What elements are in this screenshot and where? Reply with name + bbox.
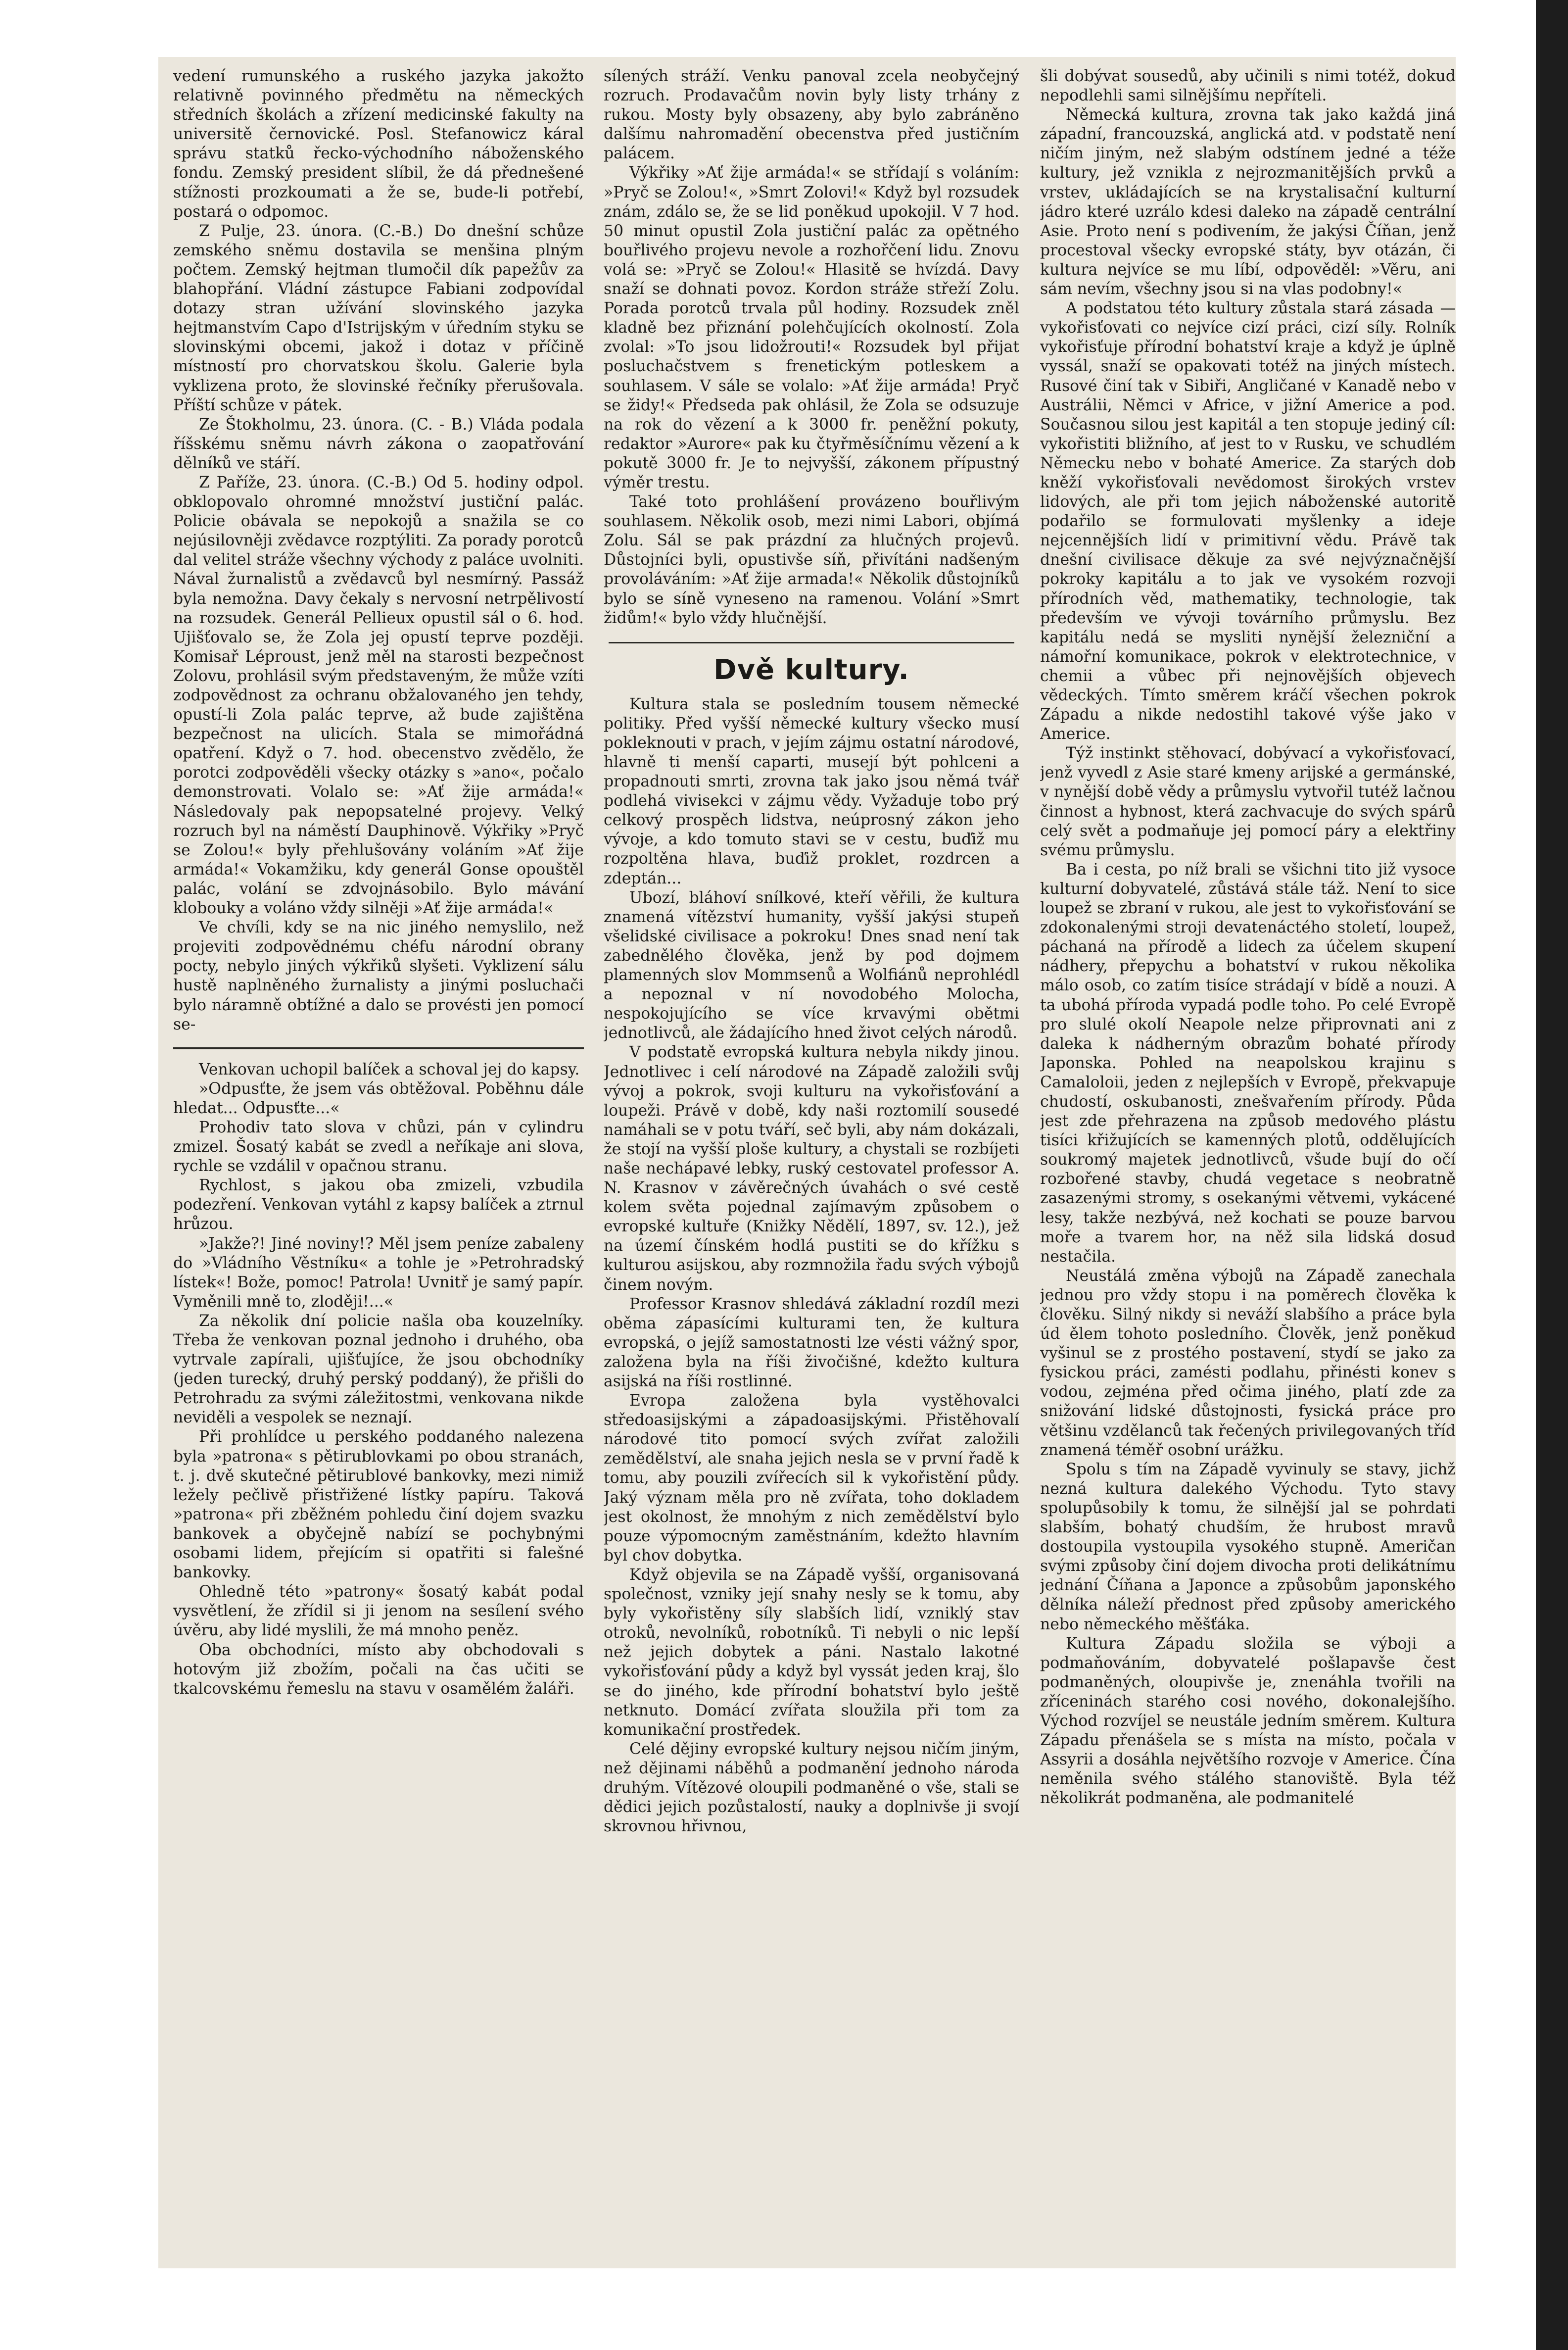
news-section xyxy=(173,67,584,1034)
news-paragraph: vedení rumunského a ruského jazyka jakožto relativně povinného předmětu na německých středních školách a zřízení medicinské fakulty na universitě černovické. Posl. Stefanowicz káral správu statků řecko-východního náboženského fondu. Zemský president slíbil, že dá přednešené stížnosti prozkoumati a že se, bude-li potřebí, postará o odpomoc. xyxy=(173,67,584,221)
feuilleton-section xyxy=(173,1060,584,1699)
article-paragraph: Kultura stala se posledním tousem německé politiky. Před vyšší německé kultury všecko musí pokleknouti v prach, v jejím zájmu ostatní národové, hlavně ti menší caparti, musejí být pohlceni a propadnouti smrti, zrovna tak jako jsou němá tvář podlehá vivisekci v zájmu vědy. Vyžaduje tobo prý celkový prospěch lidstva, neúprosný zákon jeho vývoje, a kdo tomuto stavi se v cestu, buďiž mu rozpoltěna hlava, buďiž proklet, rozdrcen a zdeptán... xyxy=(604,695,1019,887)
article-paragraph: šli dobývat sousedů, aby učinili s nimi totéž, dokud nepodlehli sami silnějšímu nepříteli. xyxy=(1040,67,1456,105)
article-paragraph: Německá kultura, zrovna tak jako každá jiná západní, francouzská, anglická atd. v podstatě není ničím jiným, než slabým odstínem jedné a téže kultury, jež vznikla z nejrozmanitějších prvků a vrstev, ukládajících se na krystalisační kulturní jádro které uzrálo kdesi daleko na západě centrální Asie. Proto není s podivením, že jakýsi Číňan, jenž procestoval všecky evropské státy, byv otázán, či kultura nejvíce se mu líbí, odpověděl: »Věru, ani sám nevím, všechny jsou si na vlas podobny!« xyxy=(1040,106,1456,298)
feuilleton-paragraph: Venkovan uchopil balíček a schoval jej do kapsy. xyxy=(199,1060,580,1078)
feuilleton-paragraph: Při prohlídce u perského poddaného nalezena byla »patrona« s pětirublovkami po obou stranách, t. j. dvě skutečné pětirublové bankovky, mezi nimiž ležely pečlivě přistřižené lístky papíru. Taková »patrona« při zběžném pohledu činí dojem svazku bankovek a obyčejně nabízí se pochybnými osobami lidem, přejícím si opatřiti si falešné bankovky. xyxy=(173,1428,584,1582)
article-heading: Dvě kultury. xyxy=(713,653,909,686)
news-paragraph: Výkřiky »Ať žije armáda!« se střídají s voláním: »Pryč se Zolou!«, »Smrt Zolovi!« Když byl rozsudek znám, zdálo se, že se lid poněkud upokojil. V 7 hod. 50 minut opustil Zola justiční palác za opětného bouřlivého projevu nevole a rozhořčení lidu. Znovu volá se: »Pryč se Zolou!« Hlasitě se hvízdá. Davy snaží se dohnati povoz. Kordon stráže střeží Zolu. Porada porotců trvala půl hodiny. Rozsudek zněl kladně bez přiznání polehčujících okolností. Zola zvolal: »To jsou lidožrouti!« Rozsudek byl přijat posluchačstvem s frenetickým potleskem a souhlasem. V sále se volalo: »Ať žije armáda! Pryč se židy!« Předseda pak ohlásil, že Zola se odsuzuje na rok do vězení a k 3000 fr. peněžní pokuty, redaktor »Aurore« pak ku čtyřměsíčnímu vězení a k pokutě 3000 fr. Je to nejvyšší, zákonem přípustný výměr trestu. xyxy=(604,164,1019,491)
feuilleton-paragraph: Oba obchodníci, místo aby obchodovali s hotovým již zbožím, počali na čas učiti se tkalcovskému řemeslu na stavu v osamělém žaláři. xyxy=(173,1641,584,1698)
article-paragraph: Spolu s tím na Západě vyvinuly se stavy, jichž nezná kultura dalekého Východu. Tyto stavy spolupůsobily k tomu, že silnější jal se pohrdati slabším, bohatý chudším, že hrubost mravů dostoupila vystoupila vysokého stupně. Američan svými způsoby činí dojem divocha proti delikátnímu jednání Číňana a Japonce a způsobům japonského dělníka náleží přednost před způsoby amerického nebo německého měšťáka. xyxy=(1040,1460,1456,1633)
news-paragraph: Z Paříže, 23. února. (C.-B.) Od 5. hodiny odpol. obklopovalo ohromné množství justiční palác. Policie obávala se nepokojů a snažila se co nejúsilovněji zvědavce rozptýliti. Za porady porotců dal velitel stráže všechny východy z paláce uvolniti. Nával žurnalistů a zvědavců byl nesmírný. Passáž byla nemožna. Davy čekaly s nervosní netrpělivostí na rozsudek. Generál Pellieux opustil sál o 6. hod. Ujišťovalo se, že Zola jej opustí teprve později. Komisař Léproust, jenž měl na starosti bezpečnost Zolovu, prohlásil svým představeným, že může vzíti zodpovědnost za ochranu obžalovaného jen tehdy, opustí-li Zola palác teprve, až bude zajištěna bezpečnost na ulicích. Stala se mimořádná opatření. Když o 7. hod. obecenstvo zvědělo, že porotci zodpověděli všecky otázky s »ano«, počalo demonstrovati. Volalo se: »Ať žije armáda!« Následovaly pak nepopsatelné projevy. Velký rozruch byl na náměstí Dauphinově. Výkřiky »Pryč se Zolou!« byly přehlušovány voláním »Ať žije armáda!« Vokamžiku, kdy generál Gonse opouštěl palác, volání se zdvojnásobilo. Bylo mávání klobouky a voláno vždy silněji »Ať žije armáda!« xyxy=(173,473,584,918)
article-paragraph: Neustálá změna výbojů na Západě zanechala jednou pro vždy stopu i na poměrech člověka k člověku. Silný nikdy si neváží slabšího a práce byla úd ělem tohoto posledního. Člověk, jenž poněkud vyšinul se z prostého postavení, stydí se jako za fysickou práci, zamésti podlahu, přinésti konev s vodou, zejména před očima jiného, platí zde za snižování lidské důstojnosti, fysická práce pro většinu vzdělanců tak řečených privilegovaných tříd znamená téměř osobní urážku. xyxy=(1040,1267,1456,1459)
article-paragraph: Evropa založena byla vystěhovalci středoasijskými a západoasijskými. Přistěhovalí národové tito pomocí svých zvířat založili zemědělství, ale snaha jejich nesla se v první řadě k tomu, aby pouzili zvířecích sil k vykořistění půdy. Jaký význam měla pro ně zvířata, toho dokladem jest okolnost, že mnohým z nich zemědělství bylo pouze výpomocným zaměstnáním, kdežto hlavním byl chov dobytka. xyxy=(604,1392,1019,1565)
news-paragraph: Ze Štokholmu, 23. února. (C. - B.) Vláda podala říšskému sněmu návrh zákona o zaopatřování dělníků ve stáří. xyxy=(173,415,584,472)
feuilleton-paragraph: Rychlost, s jakou oba zmizeli, vzbudila podezření. Venkovan vytáhl z kapsy balíček a ztrnul hrůzou. xyxy=(173,1176,584,1233)
feuilleton-paragraph: Prohodiv tato slova v chůzi, pán v cylindru zmizel. Šosatý kabát se zvedl a neříkaje ani slova, rychle se vzdálil v opačnou stranu. xyxy=(173,1118,584,1175)
article-paragraph: Professor Krasnov shledává základní rozdíl mezi oběma zápasícími kulturami ten, že kultura evropská, o jejíž samostatnosti lze vésti vážný spor, založena byla na říši živočišné, kdežto kultura asijská na říši rostlinné. xyxy=(604,1295,1019,1390)
news-section xyxy=(604,67,1019,628)
article-paragraph: Ba i cesta, po níž brali se všichni tito již vysoce kulturní dobyvatelé, zůstává stále táž. Není to sice loupež se zbraní v rukou, ale jest to vykořisťování se zdokonalenými stroji devatenáctého století, loupež, páchaná na přírodě a lidech za účelem skupení nádhery, přepychu a bohatství v rukou několika málo osob, co zatím tisíce strádají v bídě a nouzi. A ta ubohá příroda vypadá podle toho. Po celé Evropě pro slulé okolí Neapole nelze připrovnati ani z daleka k nádherným obrazům bohaté přírody Japonska. Pohled na neapolskou krajinu s Camaloloii, jeden z nejlepších v Evropě, překvapuje chudostí, oskubanosti, znešvařením přírody. Půda jest zde přehrazena na způsob medového plástu tisíci křižujících se kamenných plotů, oddělujících soukromý majetek jednotlivců, všude bují do očí rozbořené stavby, chudá vegetace s neobratně zasazenými stromy, s osekanými větvemi, vykácené lesy, takže nezbývá, než kochati se pouze barvou moře a tvarem hor, na něž sila lidská dosud nestačila. xyxy=(1040,860,1456,1266)
article-paragraph: Kultura Západu složila se výboji a podmaňováním, dobyvatelé pošlapavše čest podmaněných, oloupivše je, znenáhla tvořili na zříceninách starého cosi nového, dokonalejšího. Východ rozvíjel se neustále jedním směrem. Kultura Západu přenášela se s místa na místo, počala v Assyrii a dosáhla největšího rozvoje v Americe. Čína neměnila svého stálého stanoviště. Byla též několikrát podmaněna, ale podmanitelé xyxy=(1040,1634,1456,1808)
news-paragraph: sílených stráží. Venku panoval zcela neobyčejný rozruch. Prodavačům novin byly listy trhány z rukou. Mosty byly obsazeny, aby bylo zabráněno dalšímu nahromadění obecenstva před justičním palácem. xyxy=(604,67,1019,163)
article-divider xyxy=(609,642,1014,643)
news-paragraph: Ve chvíli, kdy se na nic jiného nemyslilo, než projeviti zodpovědnému chéfu národní obrany pocty, nebylo jiných výkřiků slyšeti. Vyklizení sálu hustě naplněného žurnalisty a jinými posluchači bylo náramně obtížné a dalo se provésti jen pomocí se- xyxy=(173,919,584,1033)
feuilleton-paragraph: »Jakže?! Jiné noviny!? Měl jsem peníze zabaleny do »Vládního Věstníku« a tohle je »Petrohradský lístek«! Bože, pomoc! Patrola! Uvnitř je samý papír. Vyměnili mně to, zloději!...« xyxy=(173,1234,584,1311)
news-paragraph: Z Pulje, 23. února. (C.-B.) Do dnešní schůze zemského sněmu dostavila se menšina plným počtem. Zemský hejtman tlumočil dík papežův za blahopřání. Vládní zástupce Fabiani zodpovídal dotazy stran užívání slovinského jazyka hejtmanstvím Capo d'Istrijským v úředním styku se slovinskými obcemi, jakož i dotaz v příčině místností pro chorvatskou školu. Galerie byla vyklizena proto, že slovinské řečníky přerušovala. Příští schůze v pátek. xyxy=(173,222,584,414)
article-paragraph: Týž instinkt stěhovací, dobývací a vykořisťovací, jenž vyvedl z Asie staré kmeny arijské a germánské, v nynější době vědy a průmyslu vytvořil tutéž lačnou činnost a hybnost, která zachvacuje do svých spárů celý svět a podmaňuje jej pomocí páry a elektřiny svému průmyslu. xyxy=(1040,744,1456,859)
article-paragraph: A podstatou této kultury zůstala stará zásada — vykořisťovati co nejvíce cizí práci, cizí síly. Rolník vykořisťuje přírodní bohatství kraje a když je úplně vyssál, snaží se opakovati totéž na jiných místech. Rusové činí tak v Sibiři, Angličané v Kanadě nebo v Austrálii, Němci v Africe, v jižní Americe a pod. Současnou silou jest kapitál a ten stopuje jediný cíl: vykořistiti bližního, ať jest to v Rusku, ve schudlém Německu nebo v bohaté Americe. Za starých dob kněží vykořisťovali nevědomost širokých vrstev lidových, ale při tom jejich náboženské autoritě podařilo se formulovati myšlenky a ideje nejcennějších lidí v primitivní vědu. Právě tak dnešní civilisace děkuje za své nejvýznačnější pokroky kapitálu a to jak ve vysokém rozvoji přírodních věd, mathematiky, technologie, tak především ve vývoji továrního průmyslu. Bez kapitálu nedá se mysliti nynější železniční a námořní komunikace, pokrok v elektrotechnice, v chemii a vůbec při nejnovějších objevech vědeckých. Tímto směrem kráčí všechen pokrok Západu a nikde nedostihl takové výše jako v Americe. xyxy=(1040,299,1456,743)
newspaper-page xyxy=(158,57,1456,2268)
column-1 xyxy=(173,67,584,2257)
column-2 xyxy=(604,67,1019,2257)
feuilleton-paragraph: »Odpusťte, že jsem vás obtěžoval. Poběhnu dále hledat... Odpusťte...« xyxy=(173,1079,584,1117)
scan-edge xyxy=(1536,0,1568,2350)
feuilleton-paragraph: Ohledně této »patrony« šosatý kabát podal vysvětlení, že zřídil si ji jenom na sesílení svého úvěru, aby lidé myslili, že má mnoho peněz. xyxy=(173,1583,584,1640)
article-paragraph: Když objevila se na Západě vyšší, organisovaná společnost, vzniky její snahy nesly se k tomu, aby byly vykořistěny síly slabších lidí, vzniklý stav otroků, nevolníků, robotníků. Ti nebyli o nic lepší než jejich dobytek a páni. Nastalo lakotné vykořisťování půdy a když byl vyssát jeden kraj, šlo se do jiného, kde přírodní bohatství bylo ještě netknuto. Domácí zvířata sloužila při tom za komunikační prostředek. xyxy=(604,1566,1019,1739)
article-paragraph: Celé dějiny evropské kultury nejsou ničím jiným, než dějinami náběhů a podmanění jednoho národa druhým. Vítězové oloupili podmaněné o vše, stali se dědici jejich pozůstalostí, nauky a doplnivše ji svojí skrovnou hřivnou, xyxy=(604,1740,1019,1836)
article-section xyxy=(1040,67,1456,1808)
news-paragraph: Také toto prohlášení provázeno bouřlivým souhlasem. Několik osob, mezi nimi Labori, objímá Zolu. Sál se pak prázdní za hlučných projevů. Důstojníci byli, opustivše síň, přivítáni nadšeným provoláváním: »Ať žije armada!« Několik důstojníků bylo se síně vyneseno na ramenou. Volání »Smrt židům!« bylo vždy hlučnější. xyxy=(604,493,1019,627)
article-paragraph: Ubozí, bláhoví snílkové, kteří věřili, že kultura znamená vítězství humanity, vyšší jakýsi stupeň všelidské civilisace a pokroku! Dnes snad není tak zabednělého člověka, jenž by pod dojmem plamenných slov Mommsenů a Wolfiánů neprohlédl a nepoznal v ní novodobého Molocha, nespokojujícího se více krvavými obětmi jednotlivců, ale žádajícího hned život celých národů. xyxy=(604,888,1019,1042)
feuilleton-divider xyxy=(173,1047,584,1049)
feuilleton-paragraph: Za několik dní policie našla oba kouzelníky. Třeba že venkovan poznal jednoho i druhého, oba vytrvale zapírali, ujišťujíce, že jsou obchodníky (jeden turecký, druhý perský poddaný), že přišli do Petrohradu za svými záležitostmi, venkovana nikde neviděli a vespolek se neznají. xyxy=(173,1312,584,1427)
article-paragraph: V podstatě evropská kultura nebyla nikdy jinou. Jednotlivec i celí národové na Západě založili svůj vývoj a pokrok, svoji kulturu na vykořisťování a loupeži. Právě v době, kdy naši roztomilí sousedé namáhali se v potu tváří, seč byli, aby nám dokázali, že stojí na vyšší ploše kultury, a chystali se rozbíjeti naše nechápavé lebky, ruský cestovatel professor A. N. Krasnov v závěrečných úvahách o své cestě kolem světa pojednal zajímavým způsobem o evropské kultuře (Knižky Nědělí, 1897, sv. 12.), jež na území čínském hodlá pustiti se do křížku s kulturou asijskou, aby rozmnožila řadu svých výbojů činem novým. xyxy=(604,1043,1019,1294)
column-3 xyxy=(1040,67,1456,2257)
article-section xyxy=(604,695,1019,1837)
